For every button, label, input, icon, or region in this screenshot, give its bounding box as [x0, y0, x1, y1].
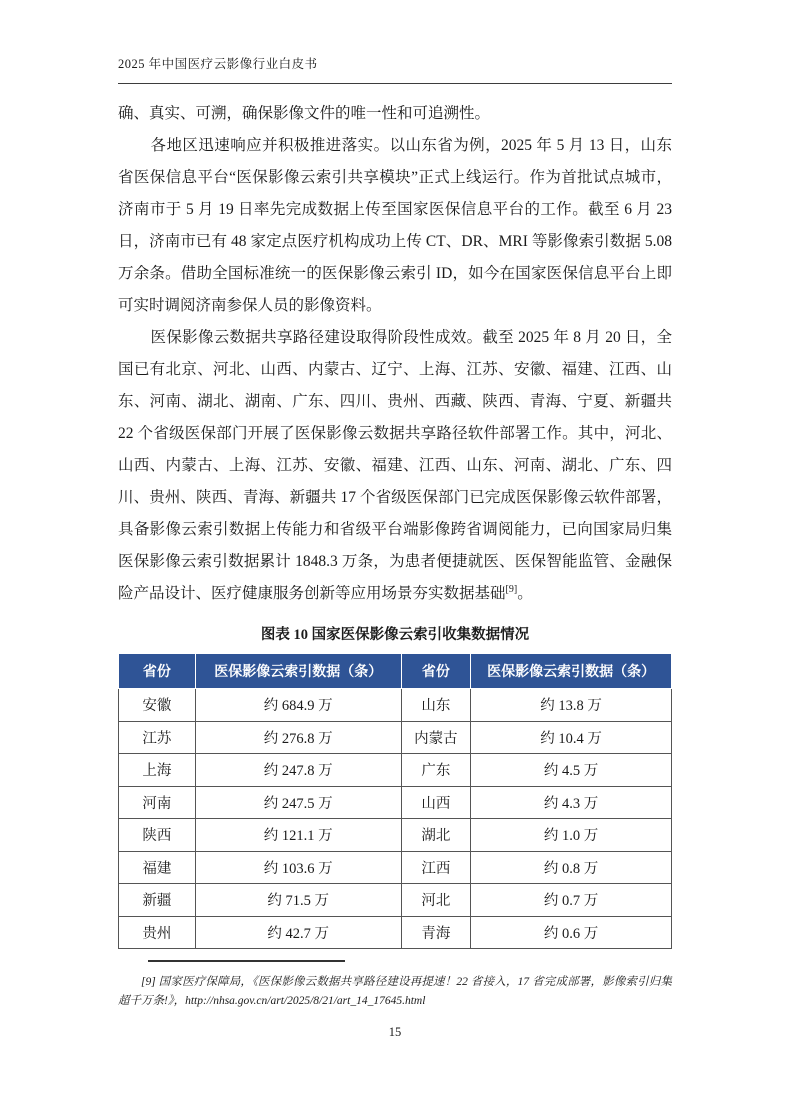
table-cell: 约 0.6 万 [471, 916, 672, 949]
footnote-area [118, 960, 672, 1010]
table-cell: 广东 [401, 754, 471, 787]
table-cell: 约 684.9 万 [195, 689, 401, 722]
table-caption: 图表 10 国家医保影像云索引收集数据情况 [260, 627, 530, 643]
table-cell: 江苏 [119, 721, 196, 754]
table-row [119, 884, 672, 917]
table-cell: 约 121.1 万 [195, 819, 401, 852]
table-cell: 河北 [401, 884, 471, 917]
table-cell: 安徽 [119, 689, 196, 722]
table-cell: 约 1.0 万 [471, 819, 672, 852]
footnote-ref: [9] [505, 583, 518, 595]
table-cell: 约 0.8 万 [471, 851, 672, 884]
column-header: 医保影像云索引数据（条） [195, 654, 401, 689]
table-row [119, 916, 672, 949]
paragraph [118, 322, 672, 610]
footnote-separator [148, 960, 345, 962]
table-cell: 约 13.8 万 [471, 689, 672, 722]
table-cell: 河南 [119, 786, 196, 819]
data-table [118, 653, 672, 949]
table-row [119, 721, 672, 754]
body-text [118, 98, 672, 610]
column-header: 省份 [119, 654, 196, 689]
table-cell: 福建 [119, 851, 196, 884]
running-head: 2025 年中国医疗云影像行业白皮书 [118, 57, 318, 71]
table-row [119, 851, 672, 884]
table-cell: 约 42.7 万 [195, 916, 401, 949]
table-cell: 约 0.7 万 [471, 884, 672, 917]
table-cell: 青海 [401, 916, 471, 949]
table-cell: 约 4.5 万 [471, 754, 672, 787]
table-row [119, 689, 672, 722]
table-cell: 约 103.6 万 [195, 851, 401, 884]
table-row [119, 754, 672, 787]
table-cell: 新疆 [119, 884, 196, 917]
paragraph-tail: 。 [517, 585, 533, 602]
paragraph-text: 医保影像云数据共享路径建设取得阶段性成效。截至 2025 年 8 月 20 日，全国已有北京、河北、山西、内蒙古、辽宁、上海、江苏、安徽、福建、江西、山东、河南、湖北、湖南、广东、四川、贵州、西藏、陕西、青海、宁夏、新疆共 22 个省级医保部门开展了医保影像云数据共享路径软件部署工作。其中，河北、山西、内蒙古、上海、江苏、安徽、福建、江西、山东、河南、湖北、广东、四川、贵州、陕西、青海、新疆共 17 个省级医保部门已完成医保影像云软件部署，具备影像云索引数据上传能力和省级平台端影像跨省调阅能力，已向国家局归集医保影像云索引数据累计 1848.3 万条，为患者便捷就医、医保智能监管、金融保险产品设计、医疗健康服务创新等应用场景夯实数据基础 [118, 329, 672, 602]
table-cell: 约 247.5 万 [195, 786, 401, 819]
table-cell: 约 276.8 万 [195, 721, 401, 754]
table-cell: 约 71.5 万 [195, 884, 401, 917]
paragraph: 各地区迅速响应并积极推进落实。以山东省为例，2025 年 5 月 13 日，山东省医保信息平台“医保影像云索引共享模块”正式上线运行。作为首批试点城市，济南市于 5 月 19 日率先完成数据上传至国家医保信息平台的工作。截至 6 月 23 日，济南市已有 48 家定点医疗机构成功上传 CT、DR、MRI 等影像索引数据 5.08 万余条。借助全国标准统一的医保影像云索引 ID，如今在国家医保信息平台上即可实时调阅济南参保人员的影像资料。 [118, 137, 672, 314]
table-cell: 内蒙古 [401, 721, 471, 754]
table-cell: 约 4.3 万 [471, 786, 672, 819]
footnote-text: [9] 国家医疗保障局，《医保影像云数据共享路径建设再提速！22 省接入，17 省完成部署，影像索引归集超千万条!》，http://nhsa.gov.cn/art/2025/8/21/art_14_17645.html [118, 976, 672, 1007]
column-header: 省份 [401, 654, 471, 689]
header-rule [118, 83, 672, 84]
table-row [119, 786, 672, 819]
column-header: 医保影像云索引数据（条） [471, 654, 672, 689]
table-header-row [119, 654, 672, 689]
page-number: 15 [388, 1025, 402, 1039]
table-cell: 江西 [401, 851, 471, 884]
table-cell: 湖北 [401, 819, 471, 852]
table-cell: 约 10.4 万 [471, 721, 672, 754]
table-cell: 陕西 [119, 819, 196, 852]
table-cell: 山东 [401, 689, 471, 722]
table-cell: 贵州 [119, 916, 196, 949]
table-cell: 上海 [119, 754, 196, 787]
table-cell: 约 247.8 万 [195, 754, 401, 787]
table-cell: 山西 [401, 786, 471, 819]
table-row [119, 819, 672, 852]
paragraph: 确、真实、可溯，确保影像文件的唯一性和可追溯性。 [118, 105, 491, 122]
